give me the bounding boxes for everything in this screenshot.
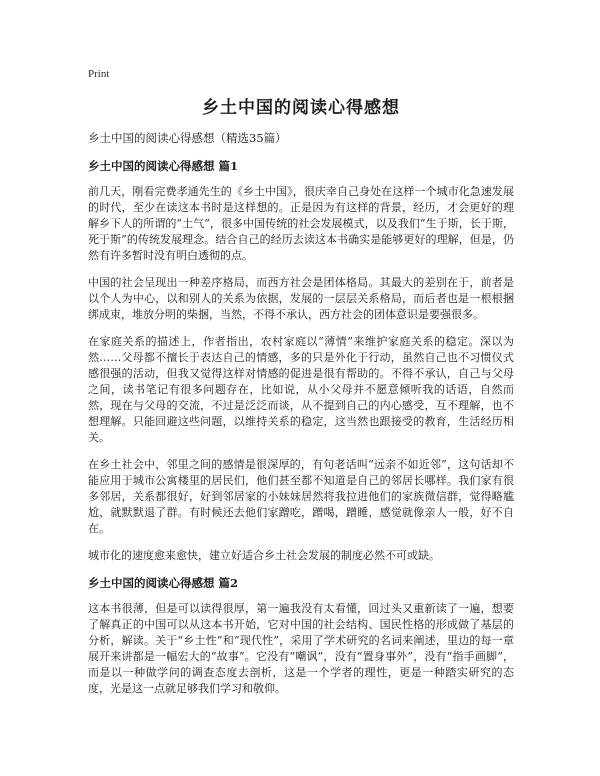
document-title: 乡土中国的阅读心得感想 (202, 98, 400, 118)
section-heading: 乡土中国的阅读心得感想 篇2 (88, 576, 239, 590)
section-heading: 乡土中国的阅读心得感想 篇1 (88, 159, 239, 173)
paragraph: 城市化的速度愈来愈快，建立好适合乡土社会发展的制度必然不可或缺。 (88, 549, 440, 562)
section-1 (88, 158, 514, 564)
paragraph: 前几天，刚看完费孝通先生的《乡土中国》，很庆幸自己身处在这样一个城市化急速发展的时代，至少在读这本书时是这样想的。正是因为有这样的背景，经历，才会更好的理解乡下人的所谓的“土气”，很多中国传统的社会发展模式，以及我们“生于斯，长于斯，死于斯”的传统发展理念。结合自己的经历去读这本书确实是能够更好的理解，但是，仍然有许多暂时没有明白透彻的点。 (88, 185, 514, 262)
paragraph: 中国的社会呈现出一种差序格局，而西方社会是团体格局。其最大的差别在于，前者是以个人为中心，以和别人的关系为依据，发展的一层层关系格局，而后者也是一根根捆绑成束，堆放分明的柴捆，当然，不得不承认，西方社会的团体意识是要强很多。 (88, 276, 514, 321)
paragraph: 这本书很薄，但是可以读得很厚，第一遍我没有太看懂，回过头又重新读了一遍，想要了解真正的中国可以从这本书开始，它对中国的社会结构、国民性格的形成做了基层的分析，解读。关于“乡土性”和“现代性”，采用了学术研究的名词来阐述，里边的每一章展开来讲都是一幅宏大的“故事”。它没有“嘲讽”，没有“置身事外”，没有“指手画脚”，而是以一种做学问的调查态度去剖析，这是一个学者的理性，更是一种踏实研究的态度，光是这一点就足够我们学习和敬仰。 (88, 602, 514, 695)
document-page (88, 68, 514, 708)
document-subtitle: 乡土中国的阅读心得感想（精选35篇） (88, 131, 287, 145)
paragraph: 在乡土社会中，邻里之间的感情是很深厚的，有句老话叫“远亲不如近邻”，这句话却不能应用于城市公寓楼里的居民们，他们甚至都不知道是自己的邻居长哪样。我们家有很多邻居，关系都很好，好到邻居家的小妹妹居然将我拉进他们的家族微信群，觉得略尴尬，就默默退了群。有时候还去他们家蹭吃，蹭喝，蹭睡，感觉就像亲人一般，好不自在。 (88, 458, 514, 535)
section-2 (88, 575, 514, 697)
paragraph: 在家庭关系的描述上，作者指出，农村家庭以“薄情”来维护家庭关系的稳定。深以为然……父母都不擅长于表达自己的情感，多的只是外化于行动，虽然自己也不习惯仪式感很强的活动，但我又觉得这样对情感的促进是很有帮助的。不得不承认，自己与父母之间，读书笔记有很多问题存在，比如说，从小父母并不愿意倾听我的话语，自然而然，现在与父母的交流，不过是泛泛而谈，从不提到自己的内心感受，互不理解，也不想理解。只能回避这些问题，以维持关系的稳定，这当然也跟接受的教育，生活经历相关。 (88, 335, 514, 444)
print-link[interactable]: Print (88, 68, 110, 80)
